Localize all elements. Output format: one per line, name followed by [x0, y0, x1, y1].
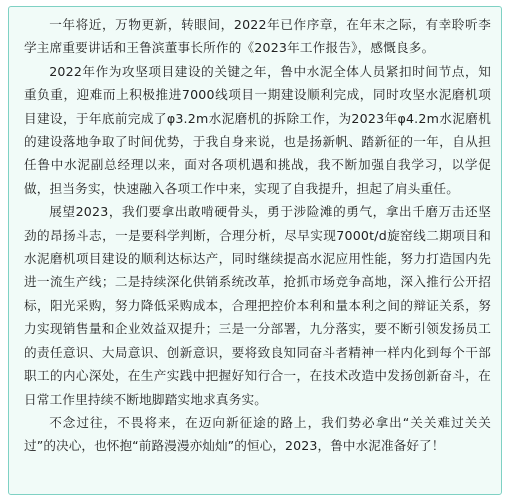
- article-card: [8, 6, 502, 495]
- paragraph-intro: 一年将近，万物更新，转眼间，2022年已作序章，在年末之际，有幸聆听李学主席重要讲话和王鲁滨董事长所作的《2023年工作报告》，感慨良多。: [24, 17, 491, 56]
- paragraph-review-2022: 2022年作为攻坚项目建设的关键之年，鲁中水泥全体人员紧扣时间节点，知重负重，迎难而上积极推进7000线项目一期建设顺利完成，同时攻坚水泥磨机项目建设，于年底前完成了φ3.2m水泥磨机的拆除工作，为2023年φ4.2m水泥磨机的建设落地争取了时间优势，于我自身来说，也是扬新帆、踏新征的一年，自从担任鲁中水泥副总经理以来，面对各项机遇和挑战，我不断加强自我学习，以学促做，担当务实，快速融入各项工作中来，实现了自我提升，担起了肩头重任。: [24, 63, 491, 196]
- paragraph-outlook-2023: 展望2023，我们要拿出敢啃硬骨头，勇于涉险滩的勇气，拿出千磨万击还坚劲的昂扬斗志，一是要科学判断，合理分析，尽早实现7000t/d旋窑线二期项目和水泥磨机项目建设的顺利达标达产，同时继续提高水泥应用性能，努力打造国内先进一流生产线；二是持续深化供销系统改革，抢抓市场竞争高地，深入推行公开招标，阳光采购，努力降低采购成本，合理把控价本利和量本利之间的辩证关系，努力实现销售量和企业效益双提升；三是一分部署，九分落实，要不断引领发扬员工的责任意识、大局意识、创新意识，要将致良知同奋斗者精神一样内化到每个干部职工的内心深处，在生产实践中把握好知行合一，在技术改造中发扬创新奋斗，在日常工作里持续不断地脚踏实地求真务实。: [24, 204, 491, 407]
- paragraph-closing: 不念过往，不畏将来，在迈向新征途的路上，我们势必拿出“关关难过关关过”的决心，也怀抱“前路漫漫亦灿灿”的恒心，2023，鲁中水泥准备好了！: [24, 414, 491, 454]
